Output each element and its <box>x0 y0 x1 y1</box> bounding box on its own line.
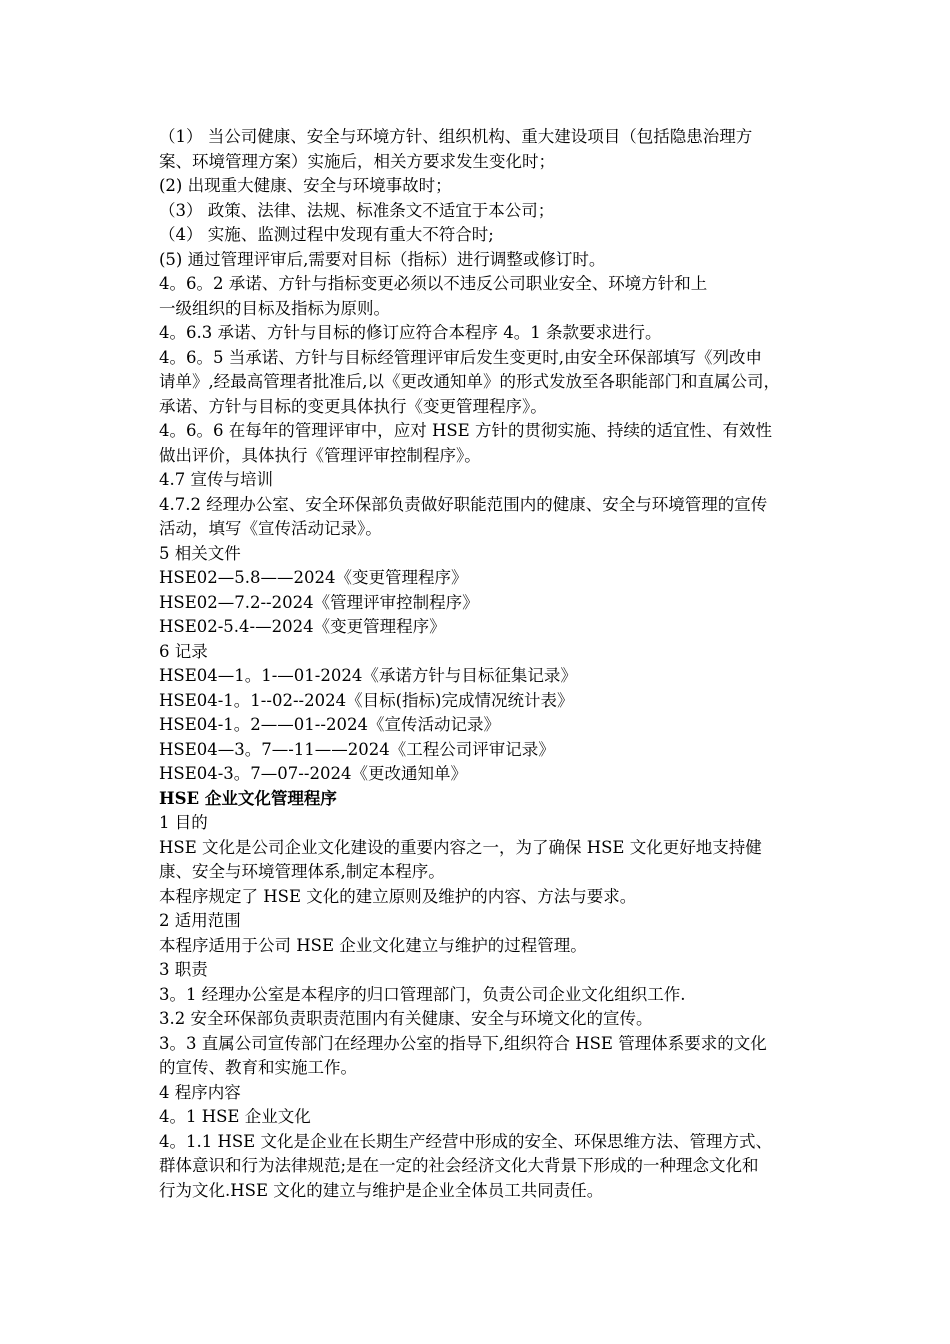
text-line: HSE04—1。1-—01-2024《承诺方针与目标征集记录》 <box>159 666 577 685</box>
text-line: HSE02-5.4-—2024《变更管理程序》 <box>159 617 446 636</box>
text-line: 康、安全与环境管理体系,制定本程序。 <box>159 862 445 881</box>
text-line: 3。1 经理办公室是本程序的归口管理部门，负责公司企业文化组织工作. <box>159 984 686 1004</box>
text-line: 4。6。6 在每年的管理评审中，应对 HSE 方针的贯彻实施、持续的适宜性、有效性 <box>159 421 772 440</box>
text-line: 4。1.1 HSE 文化是企业在长期生产经营中形成的安全、环保思维方法、管理方式、 <box>159 1131 772 1151</box>
text-line: HSE04-1。1--02--2024《目标(指标)完成情况统计表》 <box>159 690 574 710</box>
text-line: 活动，填写《宣传活动记录》。 <box>159 519 382 538</box>
text-line: 承诺、方针与目标的变更具体执行《变更管理程序》。 <box>159 396 547 416</box>
text-line: 4。1 HSE 企业文化 <box>159 1107 311 1126</box>
text-line: 2 适用范围 <box>159 911 241 930</box>
text-line: 请单》,经最高管理者批准后,以《更改通知单》的形式发放至各职能部门和直属公司， <box>159 372 780 391</box>
text-line: （1） 当公司健康、安全与环境方针、组织机构、重大建设项目（包括隐患治理方 <box>159 127 753 146</box>
text-line: 一级组织的目标及指标为原则。 <box>159 298 390 318</box>
text-line: 1 目的 <box>159 813 208 832</box>
text-line: 3.2 安全环保部负责职责范围内有关健康、安全与环境文化的宣传。 <box>159 1009 653 1028</box>
text-line: HSE02—7.2--2024《管理评审控制程序》 <box>159 592 479 612</box>
text-line: 4。6。5 当承诺、方针与目标经管理评审后发生变更时,由安全环保部填写《列改申 <box>159 347 762 367</box>
text-line: 群体意识和行为法律规范;是在一定的社会经济文化大背景下形成的一种理念文化和 <box>159 1156 759 1175</box>
text-line: 3 职责 <box>159 960 208 979</box>
document-body <box>159 125 871 1203</box>
text-line: 做出评价，具体执行《管理评审控制程序》。 <box>159 445 481 465</box>
text-line: 本程序规定了 HSE 文化的建立原则及维护的内容、方法与要求。 <box>159 886 637 906</box>
section-heading: HSE 企业文化管理程序 <box>159 788 337 808</box>
text-line: HSE 文化是公司企业文化建设的重要内容之一，为了确保 HSE 文化更好地支持健 <box>159 837 762 857</box>
text-line: HSE04—3。7—-11——2024《工程公司评审记录》 <box>159 739 555 759</box>
text-line: 本程序适用于公司 HSE 企业文化建立与维护的过程管理。 <box>159 935 587 955</box>
text-line: 3。3 直属公司宣传部门在经理办公室的指导下,组织符合 HSE 管理体系要求的文化 <box>159 1033 767 1053</box>
text-line: (5) 通过管理评审后,需要对目标（指标）进行调整或修订时。 <box>159 249 606 269</box>
text-line: 4.7.2 经理办公室、安全环保部负责做好职能范围内的健康、安全与环境管理的宣传 <box>159 494 768 514</box>
text-line: 6 记录 <box>159 641 208 661</box>
text-line: （3） 政策、法律、法规、标准条文不适宜于本公司； <box>159 200 555 220</box>
text-line: 行为文化.HSE 文化的建立与维护是企业全体员工共同责任。 <box>159 1180 604 1200</box>
text-line: （4） 实施、监测过程中发现有重大不符合时; <box>159 225 494 244</box>
text-line: HSE02—5.8——2024《变更管理程序》 <box>159 568 468 587</box>
text-line: 4。6.3 承诺、方针与目标的修订应符合本程序 4。1 条款要求进行。 <box>159 323 662 342</box>
text-line: 案、环境管理方案）实施后，相关方要求发生变化时； <box>159 151 555 171</box>
text-line: 5 相关文件 <box>159 543 241 563</box>
text-line: 4。6。2 承诺、方针与指标变更必须以不违反公司职业安全、环境方针和上 <box>159 274 708 293</box>
text-line: HSE04-3。7—07--2024《更改通知单》 <box>159 764 467 783</box>
text-line: 4.7 宣传与培训 <box>159 470 273 489</box>
text-line: HSE04-1。2——01--2024《宣传活动记录》 <box>159 715 500 734</box>
text-line: 4 程序内容 <box>159 1082 241 1102</box>
text-line: (2) 出现重大健康、安全与环境事故时； <box>159 176 452 195</box>
text-line: 的宣传、教育和实施工作。 <box>159 1058 357 1077</box>
